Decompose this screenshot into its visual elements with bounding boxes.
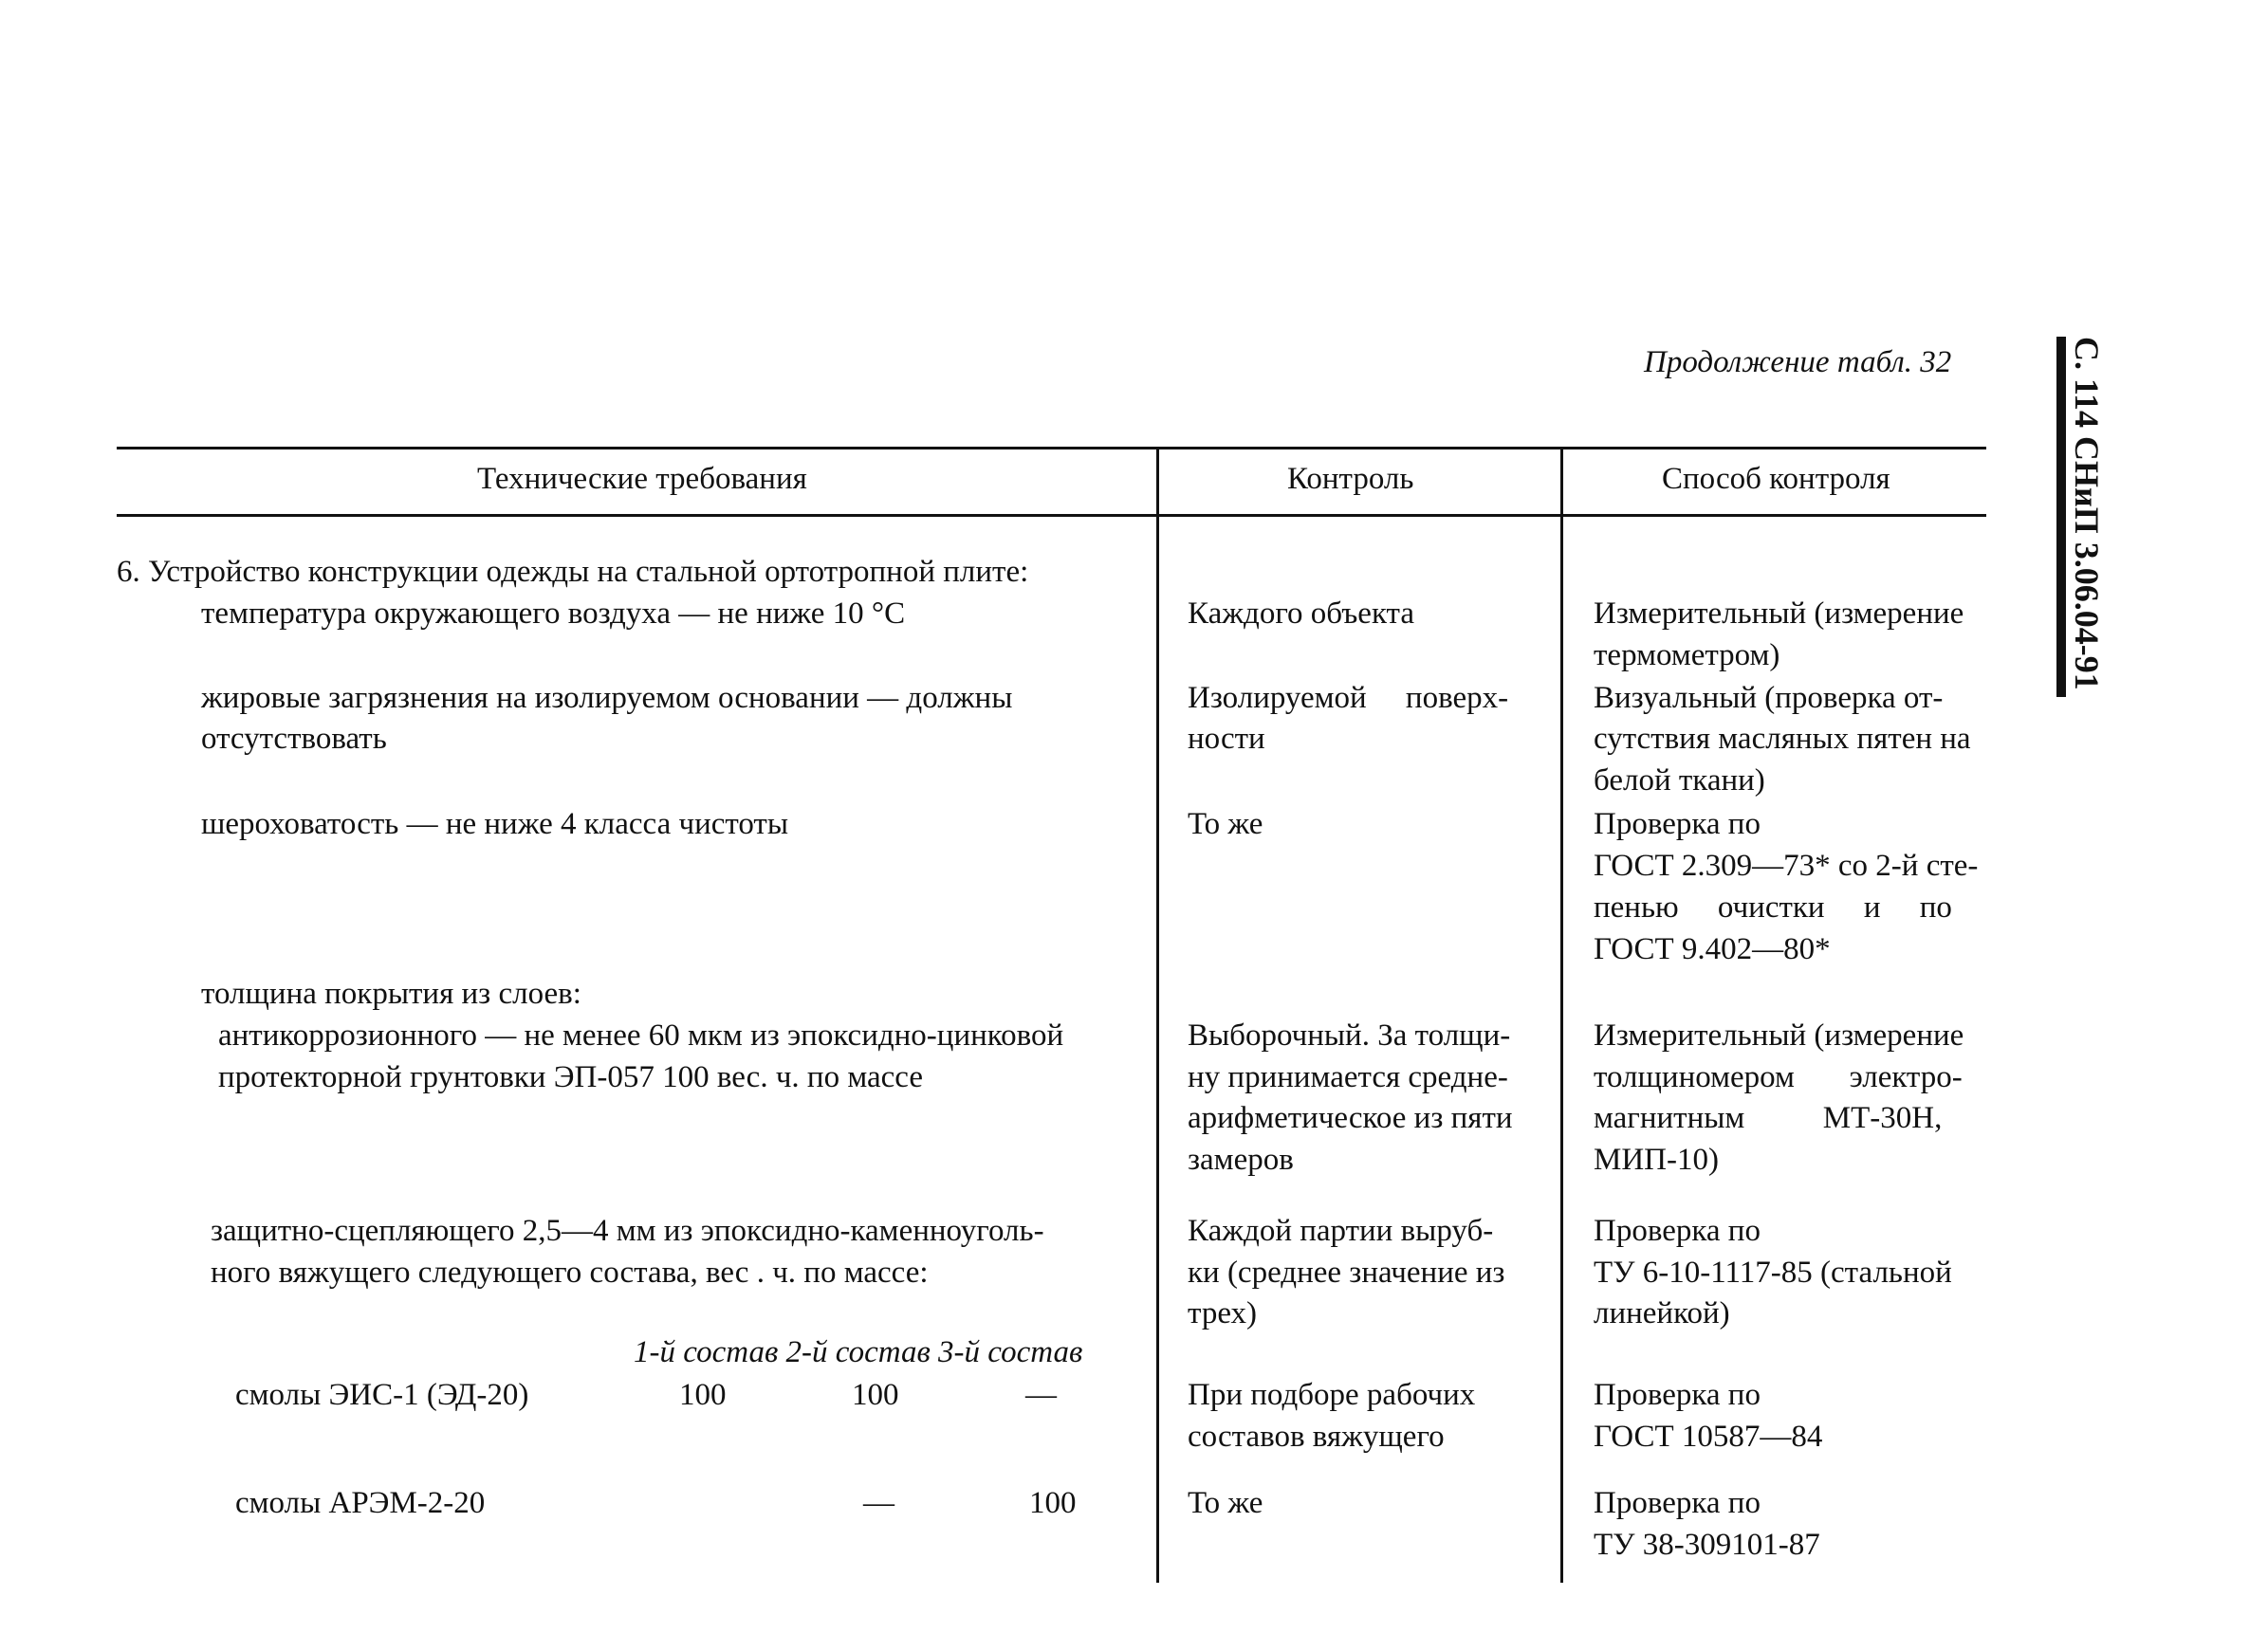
header-bottom-rule: [117, 514, 1986, 517]
method-temperature-line1: Измерительный (измерение: [1594, 596, 1964, 631]
method-roughness-line3: пенью очистки и по: [1594, 890, 1952, 925]
ctrl-anticorrosion-line4: замеров: [1188, 1143, 1294, 1177]
method-resin-2-line1: Проверка по: [1594, 1486, 1761, 1520]
req-protective-line2: ного вяжущего следующего состава, вес . ч. по массе:: [211, 1256, 929, 1290]
method-grease-line3: белой ткани): [1594, 763, 1765, 798]
method-roughness-line2: ГОСТ 2.309—73* со 2-й сте-: [1594, 849, 1979, 883]
method-anticorrosion-line1: Измерительный (измерение: [1594, 1018, 1964, 1053]
composition-header: 1-й состав 2-й состав 3-й состав: [634, 1335, 1083, 1369]
method-resin-1-line2: ГОСТ 10587—84: [1594, 1420, 1823, 1454]
method-protective-line1: Проверка по: [1594, 1214, 1761, 1248]
method-temperature-line2: термометром): [1594, 638, 1780, 672]
resin-2-comp-2: —: [863, 1486, 894, 1520]
method-resin-1-line1: Проверка по: [1594, 1378, 1761, 1412]
method-roughness-line1: Проверка по: [1594, 807, 1761, 841]
req-roughness: шероховатость — не ниже 4 класса чистоты: [201, 807, 789, 841]
ctrl-resin-1-line1: При подборе рабочих: [1188, 1378, 1476, 1412]
side-bar: [2056, 337, 2066, 697]
req-item-6: 6. Устройство конструкции одежды на стальной ортотропной плите:: [117, 555, 1029, 589]
req-anticorrosion-line1: антикоррозионного — не менее 60 мкм из эпоксидно-цинковой: [218, 1018, 1064, 1053]
ctrl-roughness: То же: [1188, 807, 1263, 841]
method-grease-line1: Визуальный (проверка от-: [1594, 681, 1944, 715]
ctrl-protective-line3: трех): [1188, 1296, 1258, 1330]
method-grease-line2: сутствия масляных пятен на: [1594, 722, 1971, 756]
resin-1-comp-3: —: [1025, 1378, 1057, 1412]
table-caption: Продолжение табл. 32: [1644, 345, 1952, 379]
ctrl-protective-line1: Каждой партии выруб-: [1188, 1214, 1494, 1248]
req-protective-line1: защитно-сцепляющего 2,5—4 мм из эпоксидно-каменноуголь-: [211, 1214, 1044, 1248]
method-resin-2-line2: ТУ 38-309101-87: [1594, 1528, 1820, 1562]
ctrl-grease-line2: ности: [1188, 722, 1265, 756]
page-side-label: С. 114 СНиП 3.06.04-91: [2068, 337, 2106, 690]
ctrl-anticorrosion-line1: Выборочный. За толщи-: [1188, 1018, 1511, 1053]
method-protective-line2: ТУ 6-10-1117-85 (стальной: [1594, 1256, 1952, 1290]
resin-2-name: смолы АРЭМ-2-20: [235, 1486, 486, 1520]
req-anticorrosion-line2: протекторной грунтовки ЭП-057 100 вес. ч. по массе: [218, 1060, 923, 1094]
header-method: Способ контроля: [1662, 462, 1890, 496]
ctrl-temperature: Каждого объекта: [1188, 596, 1415, 631]
method-roughness-line4: ГОСТ 9.402—80*: [1594, 932, 1831, 966]
method-anticorrosion-line3: магнитным МТ-30Н,: [1594, 1101, 1943, 1135]
ctrl-anticorrosion-line3: арифметическое из пяти: [1188, 1101, 1513, 1135]
table-top-rule: [117, 447, 1986, 449]
ctrl-grease-line1: Изолируемой поверх-: [1188, 681, 1509, 715]
ctrl-resin-2: То же: [1188, 1486, 1263, 1520]
ctrl-protective-line2: ки (среднее значение из: [1188, 1256, 1505, 1290]
header-requirements: Технические требования: [477, 462, 807, 496]
resin-1-name: смолы ЭИС-1 (ЭД-20): [235, 1378, 529, 1412]
header-control: Контроль: [1287, 462, 1414, 496]
ctrl-resin-1-line2: составов вяжущего: [1188, 1420, 1445, 1454]
resin-2-comp-3: 100: [1029, 1486, 1077, 1520]
resin-1-comp-1: 100: [679, 1378, 727, 1412]
req-thickness: толщина покрытия из слоев:: [201, 977, 581, 1011]
method-anticorrosion-line4: МИП-10): [1594, 1143, 1719, 1177]
resin-1-comp-2: 100: [852, 1378, 899, 1412]
column-divider-2: [1560, 447, 1563, 1583]
req-grease-line1: жировые загрязнения на изолируемом основании — должны: [201, 681, 1013, 715]
ctrl-anticorrosion-line2: ну принимается средне-: [1188, 1060, 1508, 1094]
req-grease-line2: отсутствовать: [201, 722, 387, 756]
method-anticorrosion-line2: толщиномером электро-: [1594, 1060, 1963, 1094]
req-temperature: температура окружающего воздуха — не ниже 10 °С: [201, 596, 906, 631]
method-protective-line3: линейкой): [1594, 1296, 1730, 1330]
column-divider-1: [1156, 447, 1159, 1583]
